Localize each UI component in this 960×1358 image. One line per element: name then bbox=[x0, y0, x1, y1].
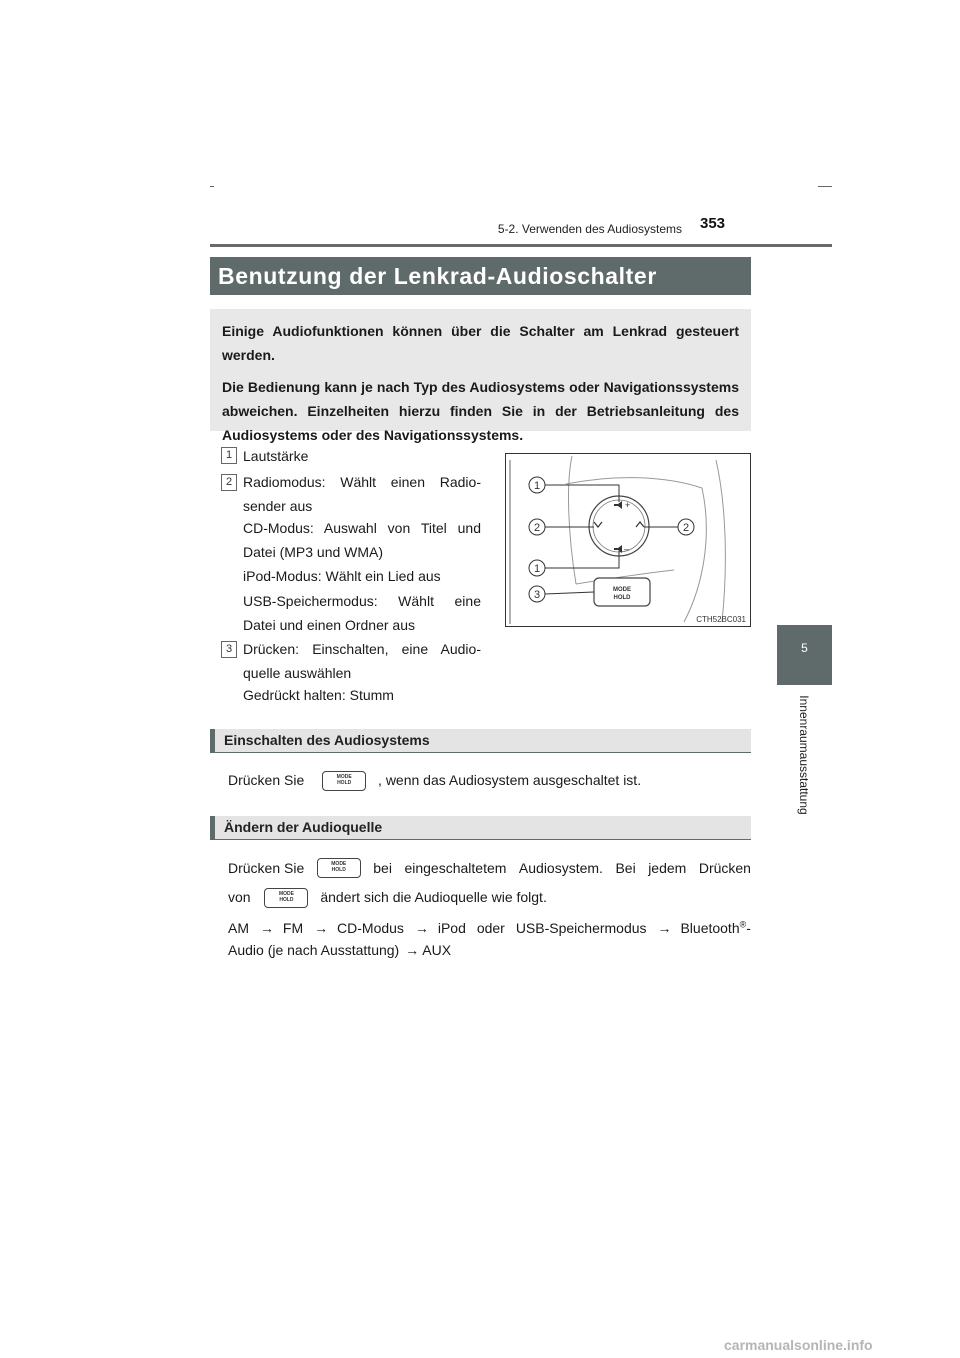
source-section-rule bbox=[210, 839, 751, 840]
figure-code: CTH52BC031 bbox=[696, 615, 746, 624]
figure-callout-2-left: 2 bbox=[533, 522, 541, 534]
chapter-tab bbox=[777, 625, 832, 685]
steering-switch-illustration bbox=[506, 454, 750, 626]
item-2-ipod: iPod-Modus: Wählt ein Lied aus bbox=[243, 568, 441, 584]
power-section-rule bbox=[210, 752, 751, 753]
power-text-after: , wenn das Audiosystem ausgeschaltet ist. bbox=[378, 772, 642, 788]
mode-hold-button-icon: MODE HOLD bbox=[317, 858, 361, 878]
intro-paragraph-1: Einige Audiofunktionen können über die Schalter am Lenkrad gesteuert werden. bbox=[222, 323, 739, 363]
mode-hold-button-icon: MODE HOLD bbox=[322, 771, 366, 791]
power-section-heading: Einschalten des Audiosystems bbox=[210, 729, 751, 752]
figure-mode-label: MODE bbox=[613, 587, 631, 593]
arrow-icon: → bbox=[314, 920, 329, 936]
arrow-icon: → bbox=[657, 920, 672, 936]
figure-callout-1-bottom: 1 bbox=[533, 563, 541, 575]
item-number-2: 2 bbox=[221, 474, 237, 491]
watermark: carmanualsonline.info bbox=[724, 1337, 873, 1353]
bluetooth-text: Bluetooth®- bbox=[680, 919, 751, 936]
power-text-before: Drücken Sie bbox=[228, 772, 305, 788]
figure-callout-1-top: 1 bbox=[533, 480, 541, 492]
figure-callout-2-right: 2 bbox=[682, 522, 690, 534]
arrow-icon: → bbox=[405, 942, 420, 958]
intro-paragraph-2: Die Bedienung kann je nach Typ des Audiosystems oder Navigationssystems abweichen. Einzelheiten hierzu finden Sie in der Betriebsanleitung des Audiosystems oder des Navigationssystems. bbox=[222, 379, 739, 443]
mode-hold-button-icon: MODE HOLD bbox=[264, 888, 308, 908]
section-path: 5-2. Verwenden des Audiosystems bbox=[497, 222, 682, 236]
intro-box bbox=[210, 309, 751, 443]
item-1-text: Lautstärke bbox=[243, 448, 309, 464]
registered-mark: ® bbox=[739, 919, 747, 930]
svg-text:+: + bbox=[625, 500, 631, 510]
crop-mark-right bbox=[818, 186, 832, 187]
header-rule bbox=[210, 244, 832, 247]
item-2-cd: CD-Modus: Auswahl von Titel und Datei (MP3 und WMA) bbox=[243, 520, 481, 560]
item-number-1: 1 bbox=[221, 447, 237, 464]
page-number: 353 bbox=[700, 215, 726, 232]
power-instruction bbox=[228, 770, 641, 791]
chapter-number: 5 bbox=[801, 641, 808, 655]
item-number-3: 3 bbox=[221, 641, 237, 658]
item-2-usb: USB-Speichermodus: Wählt eine Datei und einen Ordner aus bbox=[243, 593, 481, 633]
item-3-press: Drücken: Einschalten, eine Audioquelle auswählen bbox=[243, 641, 481, 681]
arrow-icon: → bbox=[259, 920, 274, 936]
item-2-radio: Radiomodus: Wählt einen Radiosender aus bbox=[243, 474, 481, 514]
chapter-label: Innenraumausstattung bbox=[797, 695, 811, 815]
source-section-heading: Ändern der Audioquelle bbox=[210, 816, 751, 839]
arrow-icon: → bbox=[414, 920, 429, 936]
source-sequence-line-2: Audio (je nach Ausstattung) → AUX bbox=[228, 942, 452, 958]
svg-text:–: – bbox=[624, 544, 630, 554]
source-sequence-line-1: AM → FM → CD-Modus → iPod oder USB-Speichermodus → Bluetooth®- bbox=[228, 919, 751, 936]
steering-switch-figure bbox=[505, 453, 751, 627]
figure-hold-label: HOLD bbox=[613, 595, 631, 601]
page-title: Benutzung der Lenkrad-Audioschalter bbox=[210, 257, 751, 295]
item-3-hold: Gedrückt halten: Stumm bbox=[243, 687, 394, 703]
source-line-1: Drücken Sie MODE HOLD bei eingeschaltetem Audiosystem. Bei jedem Drücken bbox=[228, 860, 751, 876]
source-line-2: von MODE HOLD ändert sich die Audioquelle wie folgt. bbox=[228, 887, 547, 908]
figure-callout-3: 3 bbox=[533, 589, 541, 601]
crop-mark-left bbox=[210, 186, 214, 187]
